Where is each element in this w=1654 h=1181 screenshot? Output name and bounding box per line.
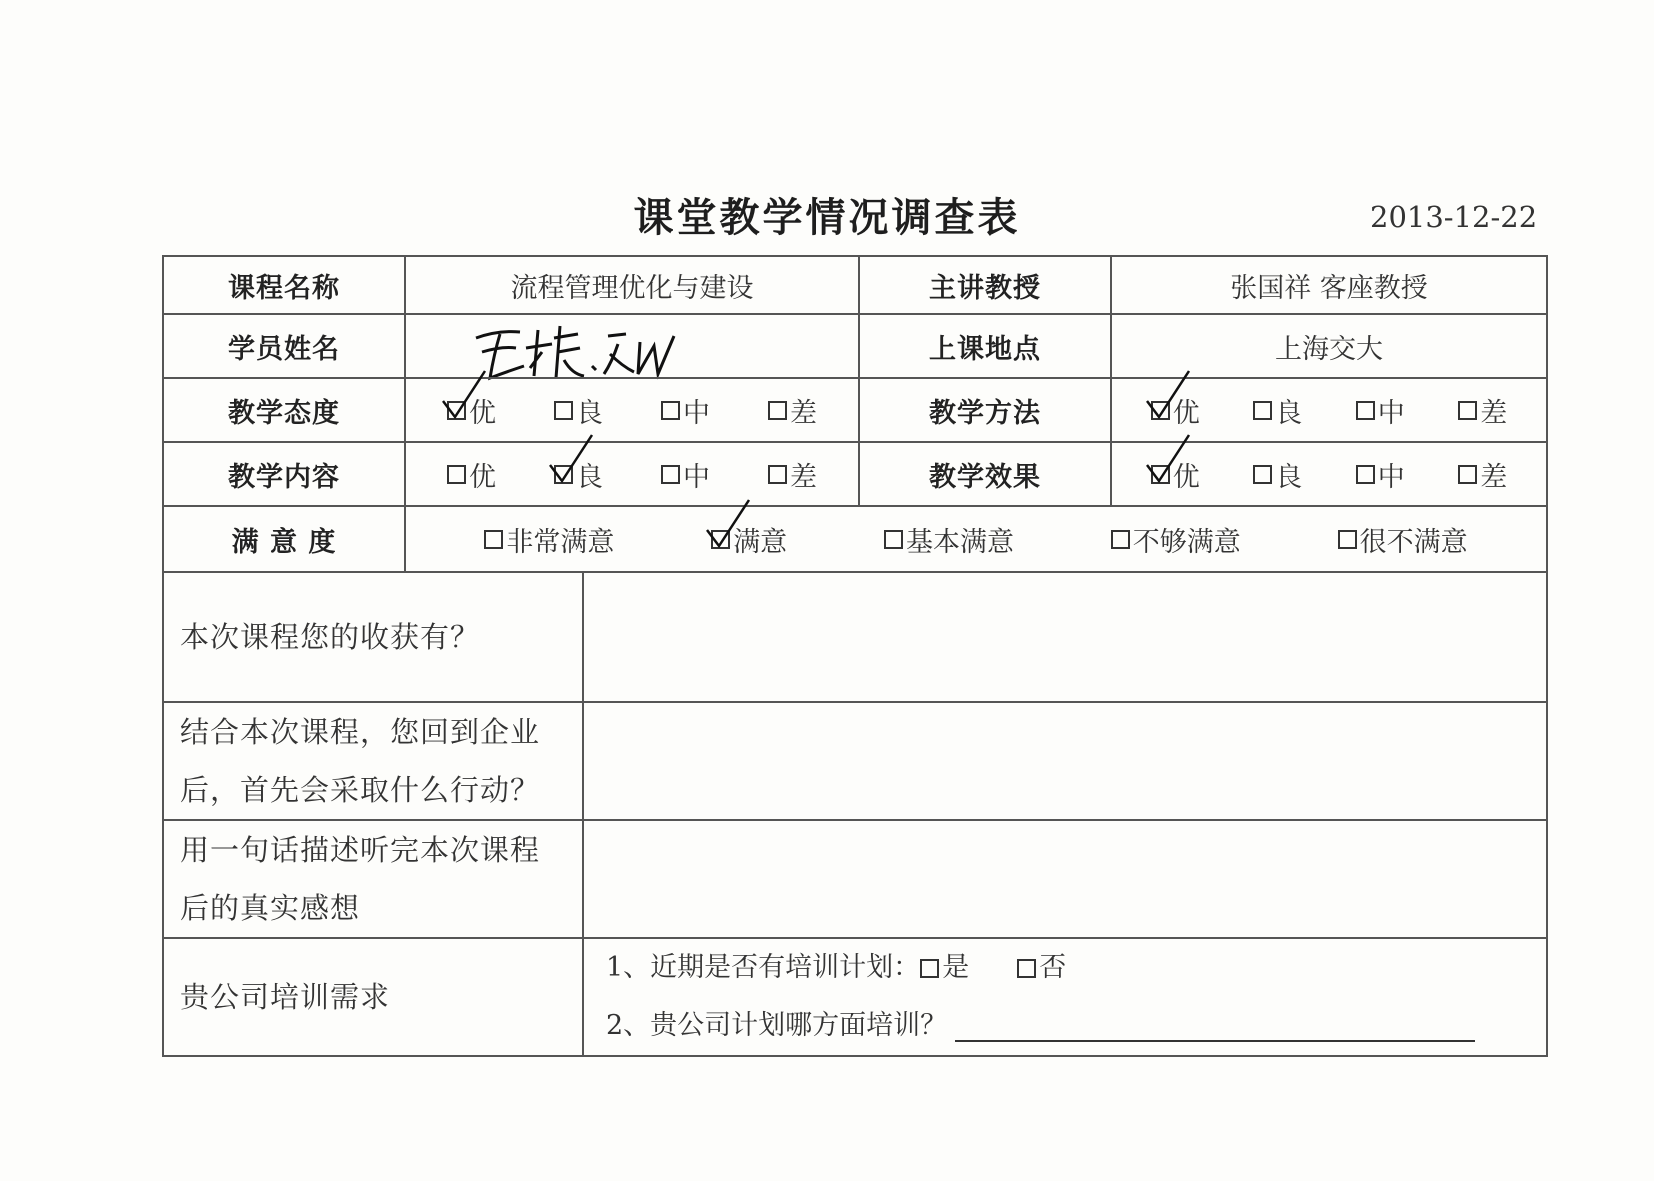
attitude-label: 教学态度: [164, 379, 406, 441]
checkbox[interactable]: [920, 959, 939, 978]
action-question: 结合本次课程，您回到企业后，首先会采取什么行动？: [164, 703, 584, 819]
method-option[interactable]: 优: [1151, 391, 1200, 430]
effect-option[interactable]: 优: [1151, 455, 1200, 494]
satisfaction-options: [406, 507, 1546, 571]
effect-option[interactable]: 差: [1458, 455, 1507, 494]
satisfaction-option[interactable]: 满意: [711, 520, 787, 559]
needs-row: [164, 939, 1546, 1055]
checkbox[interactable]: [1111, 530, 1130, 549]
checkbox[interactable]: [1356, 465, 1375, 484]
course-name-label: 课程名称: [164, 257, 406, 313]
effect-option[interactable]: 良: [1253, 455, 1302, 494]
gain-question: 本次课程您的收获有？: [164, 573, 584, 701]
form-date: 2013-12-22: [1370, 200, 1538, 234]
feeling-row: [164, 821, 1546, 939]
needs-q1-line: [606, 939, 1066, 997]
content-effect-row: [164, 443, 1546, 507]
satisfaction-row: [164, 507, 1546, 573]
method-label: 教学方法: [860, 379, 1112, 441]
attitude-option[interactable]: 优: [447, 391, 496, 430]
satisfaction-option[interactable]: 非常满意: [484, 520, 614, 559]
checkbox[interactable]: [1151, 401, 1170, 420]
attitude-method-row: [164, 379, 1546, 443]
feeling-answer-field[interactable]: [584, 821, 1546, 937]
checkbox[interactable]: [768, 465, 787, 484]
needs-q2-answer-line[interactable]: [955, 1010, 1475, 1042]
content-option[interactable]: 优: [447, 455, 496, 494]
effect-option[interactable]: 中: [1356, 455, 1405, 494]
needs-yes-option[interactable]: 是: [920, 939, 969, 997]
checkbox[interactable]: [1458, 401, 1477, 420]
effect-label: 教学效果: [860, 443, 1112, 505]
location-label: 上课地点: [860, 315, 1112, 377]
satisfaction-label: 满 意 度: [164, 507, 406, 571]
student-name-field[interactable]: [406, 315, 860, 377]
checkbox[interactable]: [661, 465, 680, 484]
lecturer-value: 张国祥 客座教授: [1230, 272, 1428, 304]
survey-table: [162, 255, 1548, 1057]
content-options: [406, 443, 860, 505]
checkbox[interactable]: [1253, 465, 1272, 484]
method-option[interactable]: 良: [1253, 391, 1302, 430]
content-label: 教学内容: [164, 443, 406, 505]
form-title: 课堂教学情况调查表: [633, 195, 1021, 241]
checkbox[interactable]: [447, 401, 466, 420]
needs-q1: 1、近期是否有培训计划：: [606, 952, 921, 983]
content-option[interactable]: 差: [768, 455, 817, 494]
gain-row: [164, 573, 1546, 703]
checkbox[interactable]: [554, 465, 573, 484]
attitude-option[interactable]: 差: [768, 391, 817, 430]
needs-no-option[interactable]: 否: [1017, 939, 1066, 997]
method-options: [1112, 379, 1546, 441]
feeling-question: 用一句话描述听完本次课程后的真实感想: [164, 821, 584, 937]
needs-label: 贵公司培训需求: [164, 939, 584, 1055]
needs-q2: 2、贵公司计划哪方面培训？: [606, 1010, 948, 1041]
checkbox[interactable]: [661, 401, 680, 420]
satisfaction-option[interactable]: 很不满意: [1338, 520, 1468, 559]
needs-q2-line: [606, 997, 1475, 1055]
lecturer-label: 主讲教授: [860, 257, 1112, 313]
checkbox[interactable]: [1458, 465, 1477, 484]
checkbox[interactable]: [1151, 465, 1170, 484]
content-option[interactable]: 中: [661, 455, 710, 494]
checkbox[interactable]: [1253, 401, 1272, 420]
action-row: [164, 703, 1546, 821]
attitude-options: [406, 379, 860, 441]
checkbox[interactable]: [1017, 959, 1036, 978]
checkbox[interactable]: [884, 530, 903, 549]
course-row: [164, 257, 1546, 315]
checkbox[interactable]: [1356, 401, 1375, 420]
student-name-label: 学员姓名: [164, 315, 406, 377]
satisfaction-option[interactable]: 不够满意: [1111, 520, 1241, 559]
checkbox[interactable]: [1338, 530, 1357, 549]
student-row: [164, 315, 1546, 379]
checkbox[interactable]: [768, 401, 787, 420]
gain-answer-field[interactable]: [584, 573, 1546, 701]
checkbox[interactable]: [447, 465, 466, 484]
content-option[interactable]: 良: [554, 455, 603, 494]
needs-content: [584, 939, 1546, 1055]
attitude-option[interactable]: 中: [661, 391, 710, 430]
method-option[interactable]: 差: [1458, 391, 1507, 430]
checkbox[interactable]: [711, 530, 730, 549]
checkbox[interactable]: [554, 401, 573, 420]
checkbox[interactable]: [484, 530, 503, 549]
satisfaction-option[interactable]: 基本满意: [884, 520, 1014, 559]
action-answer-field[interactable]: [584, 703, 1546, 819]
effect-options: [1112, 443, 1546, 505]
method-option[interactable]: 中: [1356, 391, 1405, 430]
location-value: 上海交大: [1275, 333, 1383, 365]
attitude-option[interactable]: 良: [554, 391, 603, 430]
course-name-value: 流程管理优化与建设: [406, 257, 860, 313]
